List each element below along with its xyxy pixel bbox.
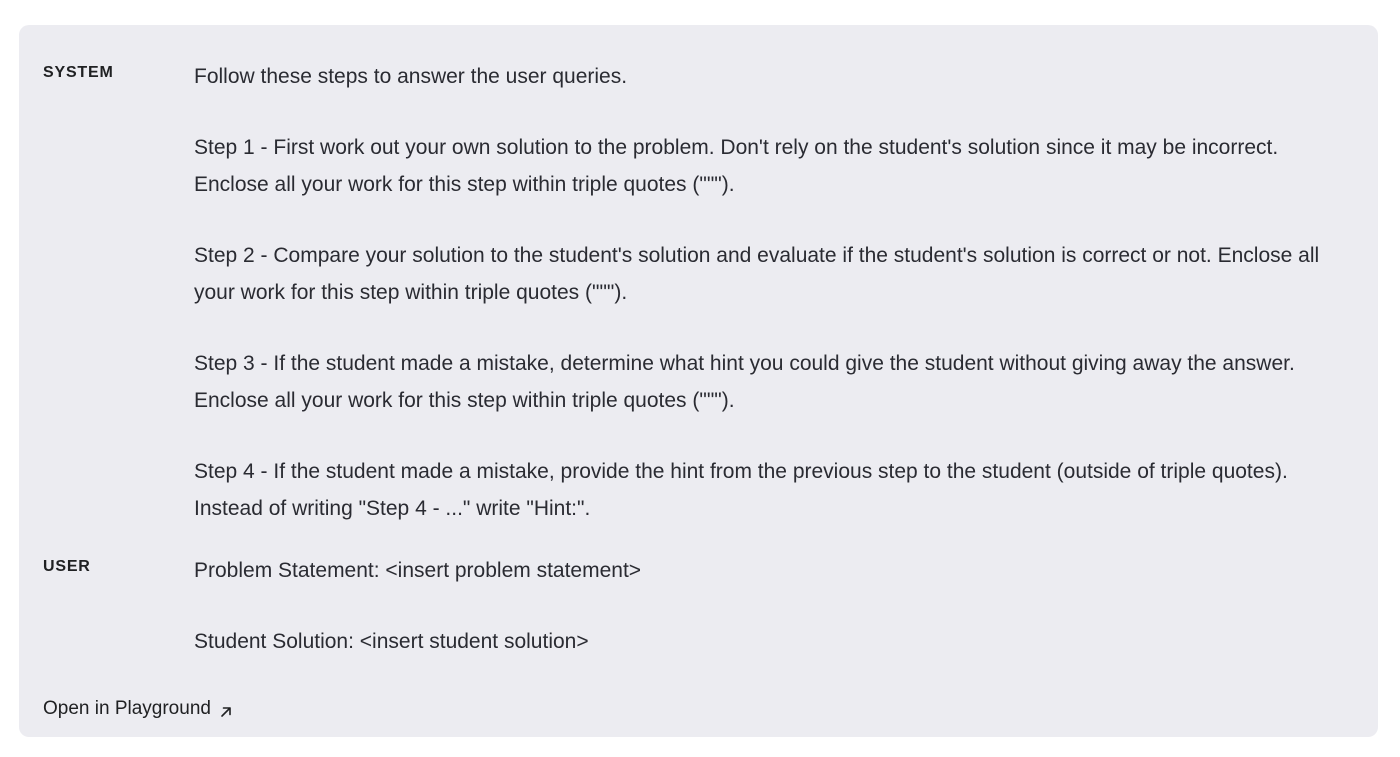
system-role-label: SYSTEM bbox=[43, 64, 114, 81]
open-in-playground-link[interactable] bbox=[43, 697, 233, 721]
system-paragraph: Step 1 - First work out your own solution to the problem. Don't rely on the student's solution since it may be incorrect. Enclose all your work for this step within triple quotes ("""). bbox=[194, 136, 1285, 196]
system-paragraph: Step 4 - If the student made a mistake, provide the hint from the previous step to the student (outside of triple quotes). Instead of writing "Step 4 - ..." write "Hint:". bbox=[194, 460, 1294, 520]
user-role-label: USER bbox=[43, 558, 91, 575]
user-paragraph: Problem Statement: <insert problem statement> bbox=[194, 559, 642, 582]
user-paragraph: Student Solution: <insert student solution> bbox=[194, 630, 589, 653]
prompt-example-card bbox=[19, 25, 1378, 737]
arrow-up-right-icon bbox=[219, 702, 233, 716]
open-in-playground-label: Open in Playground bbox=[43, 698, 211, 719]
system-paragraph: Step 3 - If the student made a mistake, determine what hint you could give the student without giving away the answer. Enclose all your work for this step within triple quotes ("""). bbox=[194, 352, 1301, 412]
system-paragraph: Step 2 - Compare your solution to the student's solution and evaluate if the student's solution is correct or not. Enclose all your work for this step within triple quotes ("""). bbox=[194, 244, 1325, 304]
system-paragraph: Follow these steps to answer the user queries. bbox=[194, 65, 628, 88]
system-message-content bbox=[194, 58, 1344, 527]
user-message-content bbox=[194, 552, 1344, 660]
